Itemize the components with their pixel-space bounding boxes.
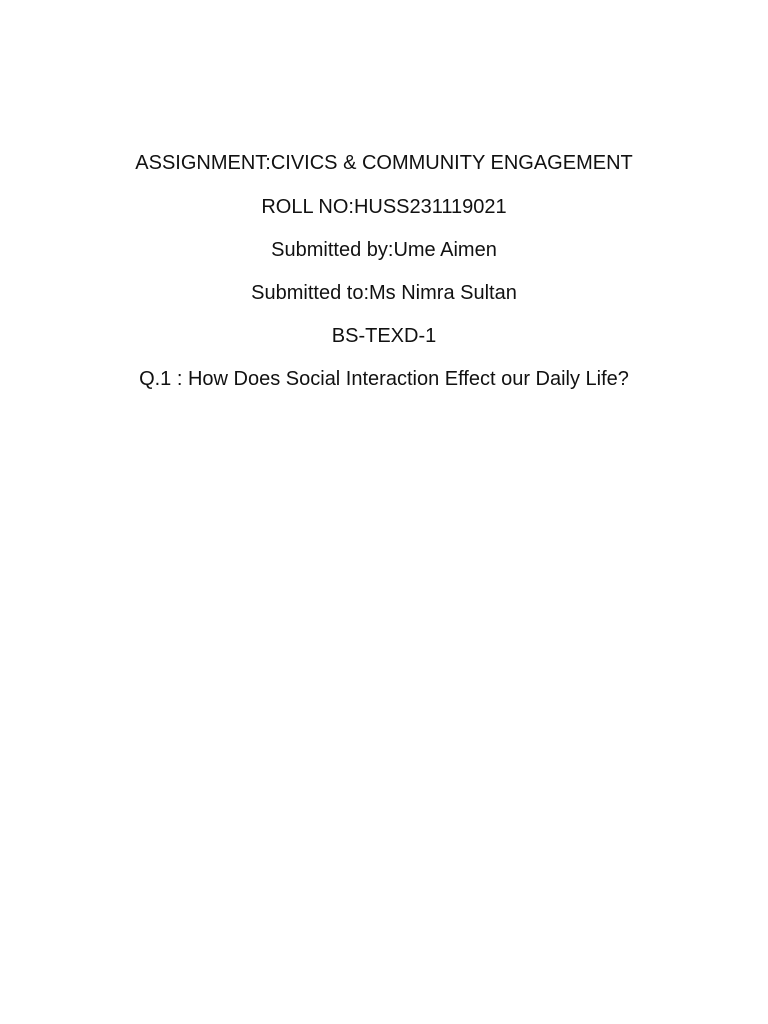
class-section: BS-TEXD-1 [331,325,437,347]
question-heading: Q.1 : How Does Social Interaction Effect our Daily Life? [139,368,629,390]
assignment-title: ASSIGNMENT:CIVICS & COMMUNITY ENGAGEMENT [135,152,633,174]
roll-number: ROLL NO:HUSS231119021 [261,196,507,218]
submitted-by: Submitted by:Ume Aimen [271,239,497,261]
submitted-to: Submitted to:Ms Nimra Sultan [251,282,517,304]
